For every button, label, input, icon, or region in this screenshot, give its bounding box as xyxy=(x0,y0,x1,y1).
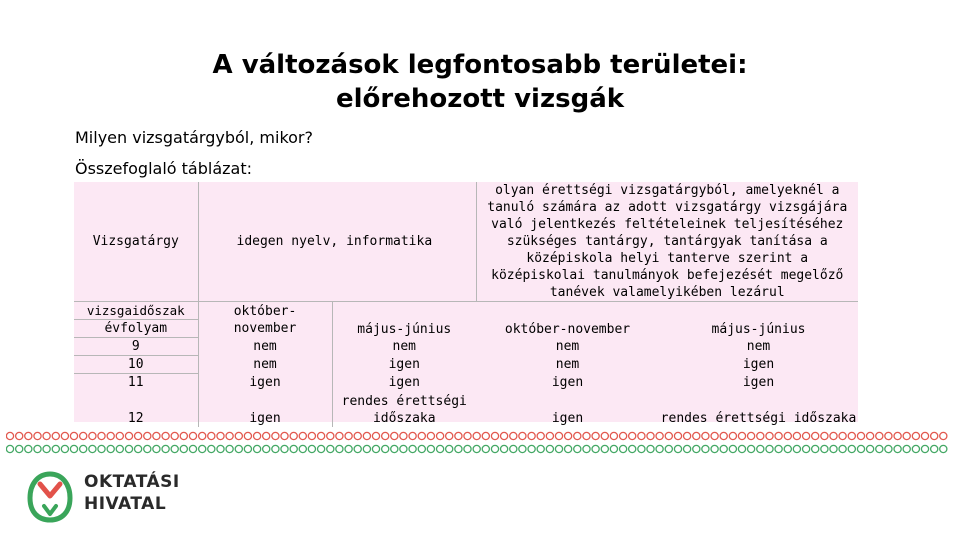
owl-pattern-mark xyxy=(812,432,819,439)
owl-pattern-mark xyxy=(620,432,627,439)
owl-pattern-mark xyxy=(473,445,480,452)
owl-pattern-mark xyxy=(812,445,819,452)
owl-pattern-mark xyxy=(821,432,828,439)
owl-pattern-mark xyxy=(464,445,471,452)
owl-pattern-mark xyxy=(867,432,874,439)
owl-pattern-mark xyxy=(153,445,160,452)
owl-pattern-mark xyxy=(894,432,901,439)
table-cell: nem xyxy=(198,338,332,356)
subject-label-cell: Vizsgatárgy xyxy=(74,182,198,302)
owl-pattern-mark xyxy=(738,445,745,452)
owl-pattern-mark xyxy=(299,432,306,439)
owl-pattern-mark xyxy=(903,445,910,452)
owl-pattern-mark xyxy=(336,432,343,439)
period-g2-col2: május-június xyxy=(711,321,806,337)
owl-pattern-mark xyxy=(738,432,745,439)
owl-pattern-mark xyxy=(656,445,663,452)
table-cell: nem xyxy=(555,357,580,372)
owl-pattern-mark xyxy=(171,432,178,439)
owl-pattern-mark xyxy=(144,432,151,439)
owl-pattern-mark xyxy=(574,445,581,452)
owl-pattern-mark xyxy=(720,432,727,439)
owl-pattern-mark xyxy=(665,432,672,439)
owl-pattern-mark xyxy=(793,445,800,452)
owl-pattern-mark xyxy=(345,445,352,452)
owl-pattern-mark xyxy=(89,432,96,439)
logo-text xyxy=(84,468,180,514)
owl-pattern-mark xyxy=(180,445,187,452)
table-row xyxy=(74,338,858,356)
table-row xyxy=(74,374,858,392)
owl-pattern-mark xyxy=(693,432,700,439)
owl-pattern-mark xyxy=(601,445,608,452)
table-cell: igen xyxy=(198,391,332,427)
owl-pattern-mark xyxy=(711,445,718,452)
owl-pattern-mark xyxy=(729,432,736,439)
owl-pattern-mark xyxy=(885,445,892,452)
owl-pattern-mark xyxy=(272,445,279,452)
owl-pattern-mark xyxy=(354,445,361,452)
owl-pattern-mark xyxy=(61,432,68,439)
owl-pattern-mark xyxy=(107,432,114,439)
table-row xyxy=(74,356,858,374)
owl-pattern-mark xyxy=(281,445,288,452)
period-g2-col1: október-november xyxy=(504,321,631,337)
owl-pattern-mark xyxy=(546,432,553,439)
owl-pattern-mark xyxy=(354,432,361,439)
owl-pattern-mark xyxy=(482,445,489,452)
owl-pattern-mark xyxy=(418,445,425,452)
table-cell: igen xyxy=(388,357,420,372)
owl-pattern-mark xyxy=(748,445,755,452)
owl-pattern-mark xyxy=(528,445,535,452)
owl-pattern-mark xyxy=(80,432,87,439)
owl-pattern-mark xyxy=(583,432,590,439)
owl-pattern-mark xyxy=(107,445,114,452)
owl-pattern-mark xyxy=(208,445,215,452)
owl-pattern-mark xyxy=(263,445,270,452)
owl-pattern-mark xyxy=(830,432,837,439)
table-cell: nem xyxy=(555,339,580,354)
period-g1-col2: május-június xyxy=(357,321,452,337)
question-text: Milyen vizsgatárgyból, mikor? xyxy=(75,128,313,147)
owl-pattern-mark xyxy=(519,445,526,452)
owl-pattern-mark xyxy=(25,445,32,452)
owl-pattern-mark xyxy=(455,445,462,452)
owl-pattern-mark xyxy=(803,445,810,452)
owl-pattern-mark xyxy=(363,432,370,439)
owl-pattern-mark xyxy=(409,432,416,439)
owl-pattern-mark xyxy=(189,445,196,452)
owl-pattern-mark xyxy=(555,445,562,452)
owl-pattern-mark xyxy=(244,445,251,452)
table-cell: rendes érettségi időszaka xyxy=(660,411,857,426)
owl-pattern-mark xyxy=(418,432,425,439)
owl-pattern-mark xyxy=(427,445,434,452)
owl-pattern-mark xyxy=(748,432,755,439)
owl-pattern-mark xyxy=(437,432,444,439)
owl-pattern-mark xyxy=(43,432,50,439)
table-cell: igen xyxy=(198,374,332,392)
owl-pattern-mark xyxy=(208,432,215,439)
owl-pattern-mark xyxy=(116,445,123,452)
owl-pattern-mark xyxy=(702,445,709,452)
owl-pattern-mark xyxy=(537,432,544,439)
owl-pattern-mark xyxy=(299,445,306,452)
owl-pattern-mark xyxy=(574,432,581,439)
owl-pattern-mark xyxy=(272,432,279,439)
owl-pattern-mark xyxy=(638,432,645,439)
owl-pattern-mark xyxy=(931,445,938,452)
decorative-owl-border xyxy=(6,430,954,456)
group1-subjects-cell: idegen nyelv, informatika xyxy=(198,182,476,302)
owl-pattern-mark xyxy=(912,432,919,439)
table-cell: igen xyxy=(551,374,584,390)
owl-pattern-mark xyxy=(711,432,718,439)
table-cell: igen xyxy=(742,357,775,372)
group2-subjects-cell xyxy=(476,182,858,302)
period-label-cell: vizsgaidőszak xyxy=(74,302,198,320)
owl-pattern-mark xyxy=(775,432,782,439)
owl-pattern-mark xyxy=(766,432,773,439)
owl-pattern-mark xyxy=(665,445,672,452)
owl-pattern-mark xyxy=(446,432,453,439)
owl-pattern-mark xyxy=(254,432,261,439)
table-cell: igen xyxy=(388,374,420,390)
summary-table-area xyxy=(74,182,858,426)
grade-label-cell: évfolyam xyxy=(74,320,198,338)
owl-pattern-mark xyxy=(25,432,32,439)
grade-cell: 12 xyxy=(74,391,198,427)
owl-pattern-mark xyxy=(345,432,352,439)
owl-pattern-mark xyxy=(720,445,727,452)
owl-pattern-mark xyxy=(80,445,87,452)
owl-pattern-mark xyxy=(281,432,288,439)
owl-pattern-mark xyxy=(903,432,910,439)
owl-pattern-mark xyxy=(199,445,206,452)
owl-pattern-mark xyxy=(519,432,526,439)
owl-pattern-mark xyxy=(70,445,77,452)
owl-pattern-mark xyxy=(638,445,645,452)
owl-pattern-mark xyxy=(876,445,883,452)
period-g1-col1: október- november xyxy=(198,302,332,338)
owl-pattern-mark xyxy=(510,432,517,439)
slide-title-line2: előrehozott vizsgák xyxy=(335,84,625,114)
owl-pattern-mark xyxy=(116,432,123,439)
table-cell: nem xyxy=(198,356,332,374)
owl-pattern-mark xyxy=(848,445,855,452)
owl-pattern-mark xyxy=(931,432,938,439)
owl-pattern-mark xyxy=(327,432,334,439)
owl-pattern-mark xyxy=(446,445,453,452)
owl-logo-icon xyxy=(26,468,74,524)
owl-pattern-mark xyxy=(491,432,498,439)
owl-pattern-mark xyxy=(674,445,681,452)
group2-subjects-text: olyan érettségi vizsgatárgyból, amelyeknél a tanuló számára az adott vizsgatárgy vizsgájára való jelentkezés feltételeinek teljesítéséhez szükséges tantárgy, tantárgyak tanítása a középiskola helyi tanterve szerint a középiskolai tanulmányok befejezését megelőző tanévek valamelyikében lezárul xyxy=(487,183,848,300)
owl-pattern-mark xyxy=(940,445,947,452)
owl-pattern-mark xyxy=(217,432,224,439)
owl-pattern-mark xyxy=(6,445,13,452)
owl-pattern-mark xyxy=(757,432,764,439)
owl-pattern-mark xyxy=(382,445,389,452)
grade-cell: 10 xyxy=(74,356,198,374)
owl-pattern-mark xyxy=(409,445,416,452)
owl-pattern-mark xyxy=(555,432,562,439)
owl-pattern-mark xyxy=(391,445,398,452)
owl-pattern-mark xyxy=(784,432,791,439)
owl-pattern-mark xyxy=(491,445,498,452)
owl-pattern-mark xyxy=(674,432,681,439)
owl-pattern-mark xyxy=(427,432,434,439)
table-cell: nem xyxy=(392,339,416,354)
owl-pattern-mark xyxy=(217,445,224,452)
owl-pattern-mark xyxy=(876,432,883,439)
owl-pattern-mark xyxy=(372,445,379,452)
owl-pattern-mark xyxy=(336,445,343,452)
owl-pattern-mark xyxy=(940,432,947,439)
owl-pattern-mark xyxy=(455,432,462,439)
owl-pattern-mark xyxy=(254,445,261,452)
owl-pattern-mark xyxy=(180,432,187,439)
owl-pattern-mark xyxy=(34,432,41,439)
owl-pattern-mark xyxy=(16,432,23,439)
owl-pattern-mark xyxy=(583,445,590,452)
owl-pattern-mark xyxy=(125,445,132,452)
owl-pattern-mark xyxy=(867,445,874,452)
owl-pattern-mark xyxy=(620,445,627,452)
owl-pattern-mark xyxy=(921,432,928,439)
owl-pattern-mark xyxy=(153,432,160,439)
owl-pattern-mark xyxy=(327,445,334,452)
owl-pattern-mark xyxy=(6,432,13,439)
owl-pattern-mark xyxy=(318,432,325,439)
owl-pattern-mark xyxy=(34,445,41,452)
owl-pattern-mark xyxy=(565,445,572,452)
owl-pattern-mark xyxy=(318,445,325,452)
owl-pattern-mark xyxy=(226,445,233,452)
owl-pattern-mark xyxy=(363,445,370,452)
owl-pattern-mark xyxy=(125,432,132,439)
owl-pattern-mark xyxy=(400,445,407,452)
owl-pattern-mark xyxy=(308,432,315,439)
table-cell: igen xyxy=(742,374,775,390)
owl-pattern-mark xyxy=(702,432,709,439)
owl-pattern-mark xyxy=(601,432,608,439)
owl-pattern-mark xyxy=(437,445,444,452)
owl-pattern-mark xyxy=(684,432,691,439)
owl-pattern-icon xyxy=(6,430,954,456)
owl-pattern-mark xyxy=(52,432,59,439)
owl-pattern-mark xyxy=(162,445,169,452)
owl-pattern-mark xyxy=(382,432,389,439)
logo-line2: HIVATAL xyxy=(84,494,167,514)
table-row xyxy=(74,391,858,427)
owl-pattern-mark xyxy=(391,432,398,439)
owl-pattern-mark xyxy=(757,445,764,452)
owl-pattern-mark xyxy=(135,432,142,439)
owl-pattern-mark xyxy=(821,445,828,452)
owl-pattern-mark xyxy=(89,445,96,452)
owl-pattern-mark xyxy=(372,432,379,439)
owl-pattern-mark xyxy=(894,445,901,452)
owl-pattern-mark xyxy=(189,432,196,439)
owl-pattern-mark xyxy=(52,445,59,452)
owl-pattern-mark xyxy=(473,432,480,439)
owl-pattern-mark xyxy=(912,445,919,452)
owl-pattern-mark xyxy=(857,432,864,439)
owl-pattern-mark xyxy=(656,432,663,439)
owl-pattern-mark xyxy=(162,432,169,439)
owl-pattern-mark xyxy=(830,445,837,452)
owl-pattern-mark xyxy=(98,445,105,452)
owl-pattern-mark xyxy=(793,432,800,439)
owl-pattern-mark xyxy=(400,432,407,439)
table-cell: nem xyxy=(746,339,771,354)
owl-pattern-mark xyxy=(546,445,553,452)
owl-pattern-mark xyxy=(199,432,206,439)
owl-pattern-mark xyxy=(235,432,242,439)
owl-pattern-mark xyxy=(510,445,517,452)
owl-pattern-mark xyxy=(784,445,791,452)
grade-cell: 9 xyxy=(74,338,198,356)
owl-pattern-mark xyxy=(144,445,151,452)
oktatasi-hivatal-logo xyxy=(26,468,196,526)
owl-pattern-mark xyxy=(528,432,535,439)
owl-pattern-mark xyxy=(16,445,23,452)
owl-pattern-mark xyxy=(308,445,315,452)
logo-line1: OKTATÁSI xyxy=(84,472,180,492)
owl-pattern-mark xyxy=(135,445,142,452)
owl-pattern-mark xyxy=(61,445,68,452)
owl-pattern-mark xyxy=(501,432,508,439)
owl-pattern-mark xyxy=(775,445,782,452)
owl-pattern-mark xyxy=(839,432,846,439)
owl-pattern-mark xyxy=(693,445,700,452)
owl-pattern-mark xyxy=(921,445,928,452)
owl-pattern-mark xyxy=(610,432,617,439)
owl-pattern-mark xyxy=(629,432,636,439)
owl-pattern-mark xyxy=(171,445,178,452)
owl-pattern-mark xyxy=(501,445,508,452)
slide-title-line1: A változások legfontosabb területei: xyxy=(212,50,748,80)
owl-pattern-mark xyxy=(592,445,599,452)
owl-pattern-mark xyxy=(857,445,864,452)
owl-pattern-mark xyxy=(263,432,270,439)
grade-cell: 11 xyxy=(74,374,198,392)
owl-pattern-mark xyxy=(537,445,544,452)
owl-pattern-mark xyxy=(70,432,77,439)
owl-pattern-mark xyxy=(629,445,636,452)
slide-title xyxy=(0,48,960,116)
owl-pattern-mark xyxy=(729,445,736,452)
owl-pattern-mark xyxy=(290,432,297,439)
owl-pattern-mark xyxy=(565,432,572,439)
owl-pattern-mark xyxy=(684,445,691,452)
owl-pattern-mark xyxy=(244,432,251,439)
owl-pattern-mark xyxy=(290,445,297,452)
owl-pattern-mark xyxy=(464,432,471,439)
owl-pattern-mark xyxy=(235,445,242,452)
owl-pattern-mark xyxy=(482,432,489,439)
owl-pattern-mark xyxy=(98,432,105,439)
owl-pattern-mark xyxy=(803,432,810,439)
owl-pattern-mark xyxy=(885,432,892,439)
owl-pattern-mark xyxy=(848,432,855,439)
table-cell: rendes érettségi időszaka xyxy=(341,394,467,426)
owl-pattern-mark xyxy=(766,445,773,452)
owl-pattern-mark xyxy=(592,432,599,439)
table-cell: igen xyxy=(551,411,584,426)
summary-table xyxy=(74,182,858,427)
owl-pattern-mark xyxy=(226,432,233,439)
owl-pattern-mark xyxy=(839,445,846,452)
owl-pattern-mark xyxy=(647,445,654,452)
owl-pattern-mark xyxy=(43,445,50,452)
owl-pattern-mark xyxy=(647,432,654,439)
table-heading: Összefoglaló táblázat: xyxy=(75,159,253,178)
owl-pattern-mark xyxy=(610,445,617,452)
